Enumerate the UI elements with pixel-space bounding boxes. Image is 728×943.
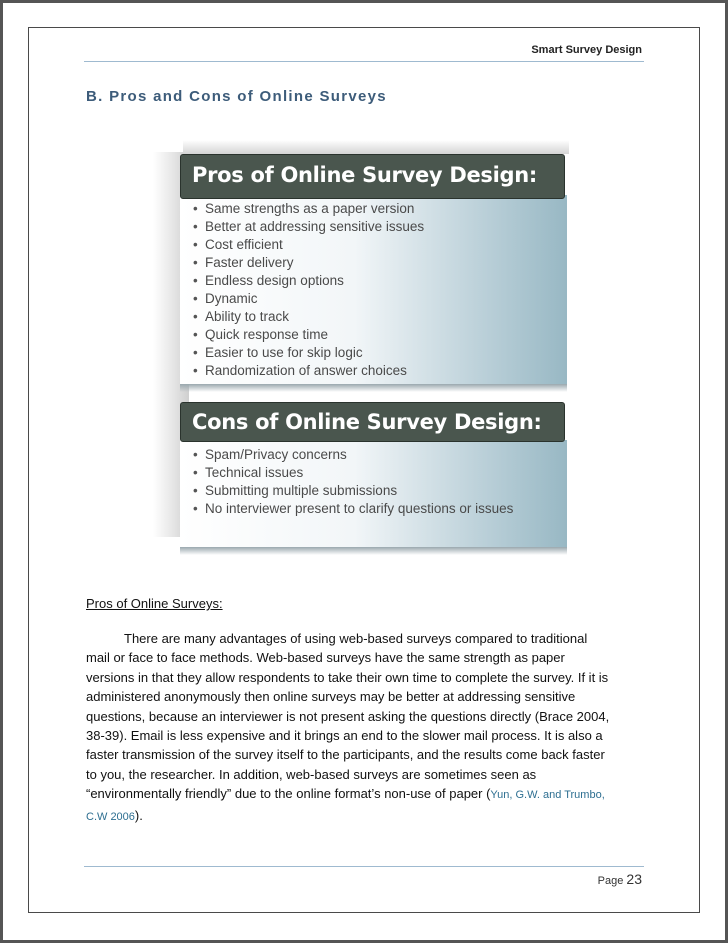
para-line: mail or face to face methods. Web-based surveys have the same strength as paper [86, 650, 565, 666]
pros-list-item [193, 326, 424, 344]
para-line: versions in that they allow respondents to take their own time to complete the survey. If it is [86, 669, 609, 685]
bullet-icon: • [193, 465, 198, 480]
page-number: 23 [626, 871, 642, 887]
bullet-icon: • [193, 345, 198, 360]
pros-list-item [193, 272, 424, 290]
para-line: administered anonymously then online surveys may be better at addressing sensitive [86, 689, 576, 705]
page-footer [598, 871, 642, 887]
bullet-icon: • [193, 237, 198, 252]
graphic-shadow-top [183, 140, 569, 154]
body-paragraph [86, 629, 658, 827]
pros-list-item [193, 236, 424, 254]
bullet-icon: • [193, 501, 198, 516]
para-line: questions, because an interviewer is not present asking the questions directly (Brace 2004, [86, 708, 610, 724]
cons-list-item [193, 464, 513, 482]
para-line: faster transmission of the survey itself to the participants, and the results come back faster [86, 747, 605, 763]
bullet-icon: • [193, 309, 198, 324]
cons-item-text: Spam/Privacy concerns [205, 447, 347, 462]
subheading: Pros of Online Surveys: [86, 596, 223, 611]
pros-list-item [193, 200, 424, 218]
pros-cons-graphic [153, 140, 573, 560]
page-label: Page [597, 875, 624, 887]
pros-item-text: Dynamic [205, 291, 258, 306]
para-line: 38-39). Email is less expensive and it brings an end to the slower mail process. It is also a [86, 728, 603, 744]
pros-list-item [193, 308, 424, 326]
pros-list [193, 200, 424, 380]
cons-list-item [193, 500, 513, 518]
pros-title: Pros of Online Survey Design: [192, 163, 537, 187]
pros-item-text: Quick response time [205, 327, 329, 342]
bullet-icon: • [193, 483, 198, 498]
pros-list-item [193, 254, 424, 272]
para-line [86, 629, 658, 648]
citation-link[interactable]: Yun, G.W. and Trumbo, [490, 789, 605, 802]
pros-item-text: Same strengths as a paper version [205, 201, 415, 216]
pros-item-text: Endless design options [205, 273, 344, 288]
para-line [86, 806, 658, 827]
cons-panel-shade [180, 547, 567, 555]
para-line-text: There are many advantages of using web-based surveys compared to traditional [124, 631, 588, 646]
running-header: Smart Survey Design [531, 44, 642, 56]
bullet-icon: • [193, 363, 198, 378]
pros-list-item [193, 218, 424, 236]
cons-list [193, 446, 513, 518]
cons-title: Cons of Online Survey Design: [192, 410, 542, 434]
citation-link-cont[interactable]: C.W 2006 [86, 810, 135, 823]
pros-panel-shade [180, 384, 567, 392]
footer-rule [84, 866, 644, 867]
para-line: to you, the researcher. In addition, web-based surveys are sometimes seen as [86, 766, 537, 782]
para-closing: ). [134, 807, 143, 823]
pros-item-text: Faster delivery [205, 255, 294, 270]
cons-item-text: No interviewer present to clarify questions or issues [205, 501, 514, 516]
pros-item-text: Easier to use for skip logic [205, 345, 363, 360]
bullet-icon: • [193, 291, 198, 306]
cons-item-text: Technical issues [205, 465, 304, 480]
cons-list-item [193, 482, 513, 500]
cons-title-bar [180, 402, 565, 442]
pros-item-text: Randomization of answer choices [205, 363, 407, 378]
bullet-icon: • [193, 447, 198, 462]
bullet-icon: • [193, 327, 198, 342]
bullet-icon: • [193, 219, 198, 234]
para-line [86, 784, 658, 805]
section-heading: B. Pros and Cons of Online Surveys [86, 88, 387, 105]
pros-item-text: Ability to track [205, 309, 290, 324]
pros-item-text: Better at addressing sensitive issues [205, 219, 425, 234]
pros-item-text: Cost efficient [205, 237, 283, 252]
pros-list-item [193, 362, 424, 380]
pros-list-item [193, 344, 424, 362]
bullet-icon: • [193, 255, 198, 270]
para-line-text: “environmentally friendly” due to the online format’s non-use of paper ( [86, 786, 491, 802]
bullet-icon: • [193, 273, 198, 288]
cons-item-text: Submitting multiple submissions [205, 483, 398, 498]
pros-title-bar [180, 154, 565, 199]
bullet-icon: • [193, 201, 198, 216]
pros-list-item [193, 290, 424, 308]
header-rule [84, 61, 644, 62]
cons-list-item [193, 446, 513, 464]
